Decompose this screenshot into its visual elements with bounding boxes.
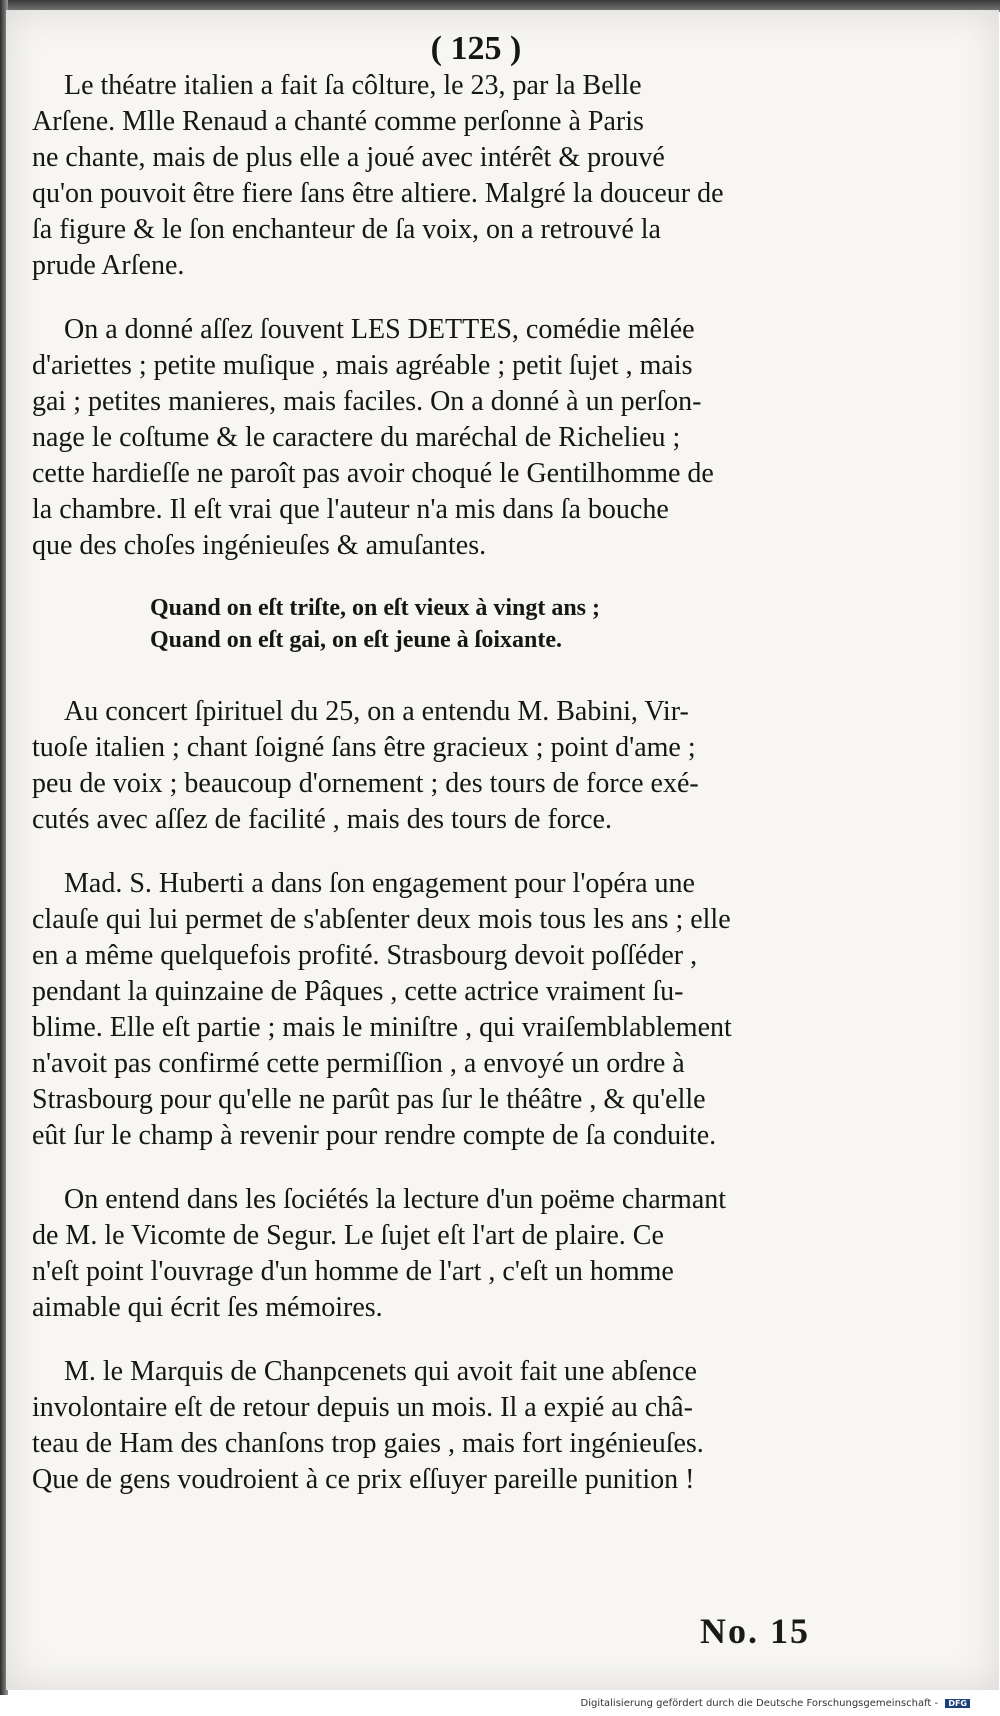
text-line: Que de gens voudroient à ce prix eſſuyer pareille punition ! — [32, 1464, 695, 1495]
text-line: blime. Elle eſt partie ; mais le miniſtre , qui vraiſemblablement — [32, 1012, 732, 1043]
text-line: eût ſur le champ à revenir pour rendre compte de ſa conduite. — [32, 1120, 717, 1151]
paragraph-theatre-italien — [32, 68, 950, 284]
text-line: ne chante, mais de plus elle a joué avec intérêt & prouvé — [32, 142, 665, 173]
text-line: n'eſt point l'ouvrage d'un homme de l'art , c'eſt un homme — [32, 1256, 674, 1287]
poem-line: Quand on eſt triſte, on eſt vieux à vingt ans ; — [150, 595, 601, 621]
text-line: Le théatre italien a fait ſa côlture, le 23, par la Belle — [64, 70, 642, 101]
paragraph-concert-spirituel — [32, 694, 950, 838]
text-line: M. le Marquis de Chanpcenets qui avoit fait une abſence — [64, 1356, 697, 1387]
text-line: teau de Ham des chanſons trop gaies , mais fort ingénieuſes. — [32, 1428, 704, 1459]
text-line: n'avoit pas confirmé cette permiſſion , a envoyé un ordre à — [32, 1048, 685, 1079]
text-line: qu'on pouvoit être fiere ſans être altiere. Malgré la douceur de — [32, 178, 724, 209]
text-line: involontaire eſt de retour depuis un mois. Il a expié au châ- — [32, 1392, 693, 1423]
paragraph-huberti — [32, 866, 950, 1154]
text-line: On entend dans les ſociétés la lecture d'un poëme charmant — [64, 1184, 727, 1215]
poem-quote — [150, 592, 950, 656]
signature-mark: No. 15 — [700, 1611, 810, 1651]
text-line: Strasbourg pour qu'elle ne parût pas ſur le théâtre , & qu'elle — [32, 1084, 706, 1115]
text-line: tuoſe italien ; chant ſoigné ſans être gracieux ; point d'ame ; — [32, 732, 696, 763]
text-line: de M. le Vicomte de Segur. Le ſujet eſt l'art de plaire. Ce — [32, 1220, 664, 1251]
text-line: gai ; petites manieres, mais faciles. On a donné à un perſon- — [32, 386, 702, 417]
text-line: cette hardieſſe ne paroît pas avoir choqué le Gentilhomme de — [32, 458, 714, 489]
credit-text: Digitalisierung gefördert durch die Deutsche Forschungsgemeinschaft - — [580, 1698, 939, 1709]
dfg-logo: DFG — [945, 1699, 970, 1708]
text-line: la chambre. Il eſt vrai que l'auteur n'a mis dans ſa bouche — [32, 494, 669, 525]
paragraph-segur — [32, 1182, 950, 1326]
text-line: aimable qui écrit ſes mémoires. — [32, 1292, 383, 1323]
text-line: On a donné aſſez ſouvent LES DETTES, comédie mêlée — [64, 314, 695, 345]
digitization-credit — [581, 1698, 971, 1709]
text-line: peu de voix ; beaucoup d'ornement ; des tours de force exé- — [32, 768, 699, 799]
paragraph-les-dettes — [32, 312, 950, 564]
text-line: ſa figure & le ſon enchanteur de ſa voix, on a retrouvé la — [32, 214, 661, 245]
text-line: clauſe qui lui permet de s'abſenter deux mois tous les ans ; elle — [32, 904, 731, 935]
poem-line: Quand on eſt gai, on eſt jeune à ſoixante. — [150, 627, 563, 653]
text-line: pendant la quinzaine de Pâques , cette actrice vraiment ſu- — [32, 976, 684, 1007]
text-line: d'ariettes ; petite muſique , mais agréable ; petit ſujet , mais — [32, 350, 693, 381]
text-line: Au concert ſpirituel du 25, on a entendu M. Babini, Vir- — [64, 696, 689, 727]
text-line: nage le coſtume & le caractere du maréchal de Richelieu ; — [32, 422, 681, 453]
text-line: que des choſes ingénieuſes & amuſantes. — [32, 530, 487, 561]
text-line: en a même quelquefois profité. Strasbourg devoit poſſéder , — [32, 940, 698, 971]
text-line: Arſene. Mlle Renaud a chanté comme perſonne à Paris — [32, 106, 644, 137]
text-line: prude Arſene. — [32, 250, 185, 281]
text-line: Mad. S. Huberti a dans ſon engagement pour l'opéra une — [64, 868, 695, 899]
text-line: cutés avec aſſez de facilité , mais des tours de force. — [32, 804, 612, 835]
page-text — [32, 30, 950, 1526]
paragraph-chanpcenets — [32, 1354, 950, 1498]
page-number: ( 125 ) — [430, 30, 522, 67]
